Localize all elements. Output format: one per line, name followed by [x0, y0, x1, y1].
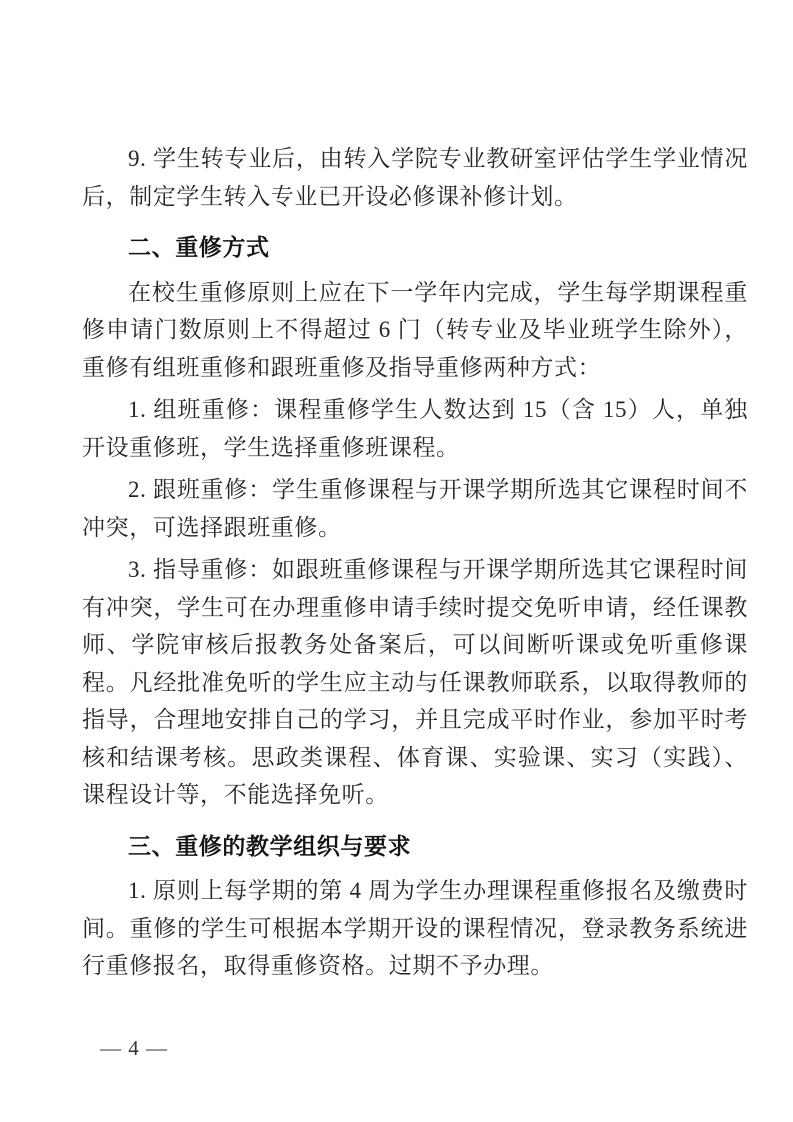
paragraph-transfer-major: 9. 学生转专业后，由转入学院专业教研室评估学生学业情况后，制定学生转入专业已开设必修课补修计划。 — [82, 146, 748, 209]
section-heading-retake-methods: 二、重修方式 — [128, 234, 270, 260]
paragraph-grouped-class-retake: 1. 组班重修：课程重修学生人数达到 15（含 15）人，单独开设重修班，学生选择重修班课程。 — [82, 397, 748, 460]
paragraph-guided-retake: 3. 指导重修：如跟班重修课程与开课学期所选其它课程时间有冲突，学生可在办理重修申请手续时提交免听申请，经任课教师、学院审核后报教务处备案后，可以间断听课或免听重修课程。凡经批准免听的学生应主动与任课教师联系，以取得教师的指导，合理地安排自己的学习，并且完成平时作业，参加平时考核和结课考核。思政类课程、体育课、实验课、实习（实践）、课程设计等，不能选择免听。 — [82, 557, 748, 807]
page-number: — 4 — — [100, 1036, 168, 1060]
paragraph-registration-time: 1. 原则上每学期的第 4 周为学生办理课程重修报名及缴费时间。重修的学生可根据本学期开设的课程情况，登录教务系统进行重修报名，取得重修资格。过期不予办理。 — [82, 878, 748, 978]
paragraph-follow-class-retake: 2. 跟班重修：学生重修课程与开课学期所选其它课程时间不冲突，可选择跟班重修。 — [82, 477, 748, 540]
paragraph-retake-general-rule: 在校生重修原则上应在下一学年内完成，学生每学期课程重修申请门数原则上不得超过 6 门（转专业及毕业班学生除外），重修有组班重修和跟班重修及指导重修两种方式： — [82, 279, 748, 380]
document-content — [82, 140, 748, 990]
section-heading-teaching-organization: 三、重修的教学组织与要求 — [128, 832, 412, 859]
